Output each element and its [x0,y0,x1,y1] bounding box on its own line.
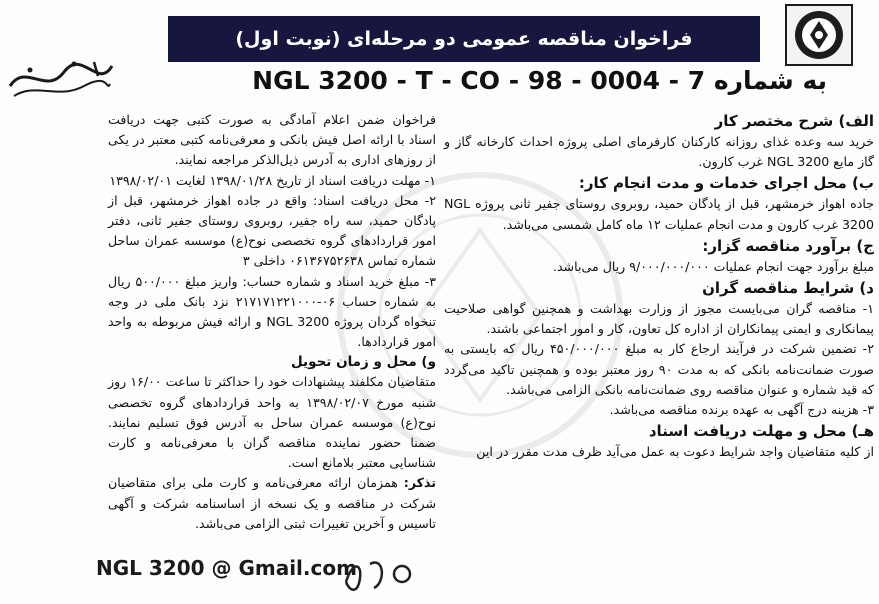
section-v-text: متقاضیان مکلفند پیشنهادات خود را حداکثر تا ساعت ۱۶/۰۰ روز شنبه مورخ ۱۳۹۸/۰۲/۰۷ به واحد قراردادهای گروه تخصصی نوح(ع) موسسه عمران ساحل به آدرس فوق تسلیم نمایند. ضمنا حضور نماینده مناقصه گران با معرفی‌نامه و کارت شناسایی معتبر بلامانع است. [108,374,437,471]
section-b-title: ب) محل اجرای خدمات و مدت انجام کار: [578,174,874,193]
section-c-title: ج) برآورد مناقصه گزار: [702,236,874,255]
right-column [444,110,874,462]
handwritten-mark-icon [340,552,420,596]
tender-number: به شماره NGL 3200 - T - CO - 98 - 0004 - 7 [252,66,827,95]
left-column [108,110,436,534]
note-paragraph [108,473,436,534]
left-item-1: ۱- مهلت دریافت اسناد از تاریخ ۱۳۹۸/۰۱/۲۸ لغایت ۱۳۹۸/۰۲/۰۱ [109,172,436,188]
left-item-2: ۲- محل دریافت اسناد: واقع در جاده اهواز خرمشهر، قبل از پادگان حمید، سه راه جفیر، روبروی روستای جفیر ثانی، دفتر امور قراردادهای گروه تخصصی نوح(ع) موسسه عمران ساحل شماره تماس ۰۶۱۳۶۷۵۲۶۳۸ داخلی ۳ [108,192,436,269]
section-b-text: جاده اهواز خرمشهر، قبل از پادگان حمید، روبروی روستای جفیر ثانی پروژه NGL 3200 غرب کارون و مدت انجام عملیات ۱۲ ماه کامل شمسی می‌باشد. [444,196,874,232]
left-item-3: ۳- مبلغ خرید اسناد و شماره حساب: واریز مبلغ ۵۰۰/۰۰۰ ریال به شماره حساب ۰۶-۲۱۷۱۷۱۲۲۱۰۰۰ نزد بانک ملی در وجه تنخواه گردان پروژه NGL 3200 و ارائه فیش مربوطه به واحد امور قراردادها. [108,273,436,350]
note-lead: تذکر: [403,475,436,491]
section-a-text: خرید سه وعده غذای روزانه کارکنان کارفرمای اصلی پروژه احداث کارخانه گاز و گاز مایع NGL 3200 غرب کارون. [444,134,874,170]
section-d-title: د) شرایط مناقصه گران [702,279,874,298]
section-d-item-1: ۱- مناقصه گران می‌بایست مجوز از وزارت بهداشت و همچنین گواهی صلاحیت پیمانکاری و ایمنی پیمانکاران از اداره کل تعاون، کار و امور اجتماعی باشند. [444,301,874,337]
contact-email: NGL 3200 @ Gmail.com [96,556,357,580]
government-emblem-icon [764,0,874,70]
section-d-item-2: ۲- تضمین شرکت در فرآیند ارجاع کار به مبلغ ۴۵۰/۰۰۰/۰۰۰ ریال که بایستی به صورت ضمانت‌نامه بانکی که به مدت ۹۰ روز معتبر بوده و همچنین تاکید می‌گردد که قید شماره و عنوان مناقصه روی ضمانت‌نامه بانکی الزامی می‌باشد. [444,341,875,397]
section-c-text: مبلغ برآورد جهت انجام عملیات ۹/۰۰۰/۰۰۰/۰۰۰ ریال می‌باشد. [552,258,874,274]
section-a-title: الف) شرح مختصر کار [714,112,874,130]
banner-title: فراخوان مناقصه عمومی دو مرحله‌ای (نوبت اول) [168,16,760,62]
section-e-title: هـ) محل و مهلت دریافت اسناد [648,422,874,441]
intro-text: فراخوان ضمن اعلام آمادگی به صورت کتبی جهت دریافت اسناد با ارائه اصل فیش بانکی و معرفی‌نامه کتبی معتبر در یکی از روزهای اداری به آدرس ذیل‌الذکر مراجعه نمایند. [108,112,436,168]
section-e-text: از کلیه متقاضیان واجد شرایط دعوت به عمل می‌آید ظرف مدت مقرر در این [476,444,874,460]
section-v-title: و) محل و زمان تحویل [291,354,436,371]
note-text: همزمان ارائه معرفی‌نامه و کارت ملی برای متقاضیان شرکت در مناقصه و یک نسخه از اساسنامه شرکت و آگهی تاسیس و آخرین تغییرات ثبتی الزامی می‌باشد. [108,475,436,531]
company-logo-icon [6,56,116,104]
section-d-item-3: ۳- هزینه درج آگهی به عهده برنده مناقصه می‌باشد. [609,402,874,418]
handwritten-mark-text: ۲۹۰ [380,596,382,597]
